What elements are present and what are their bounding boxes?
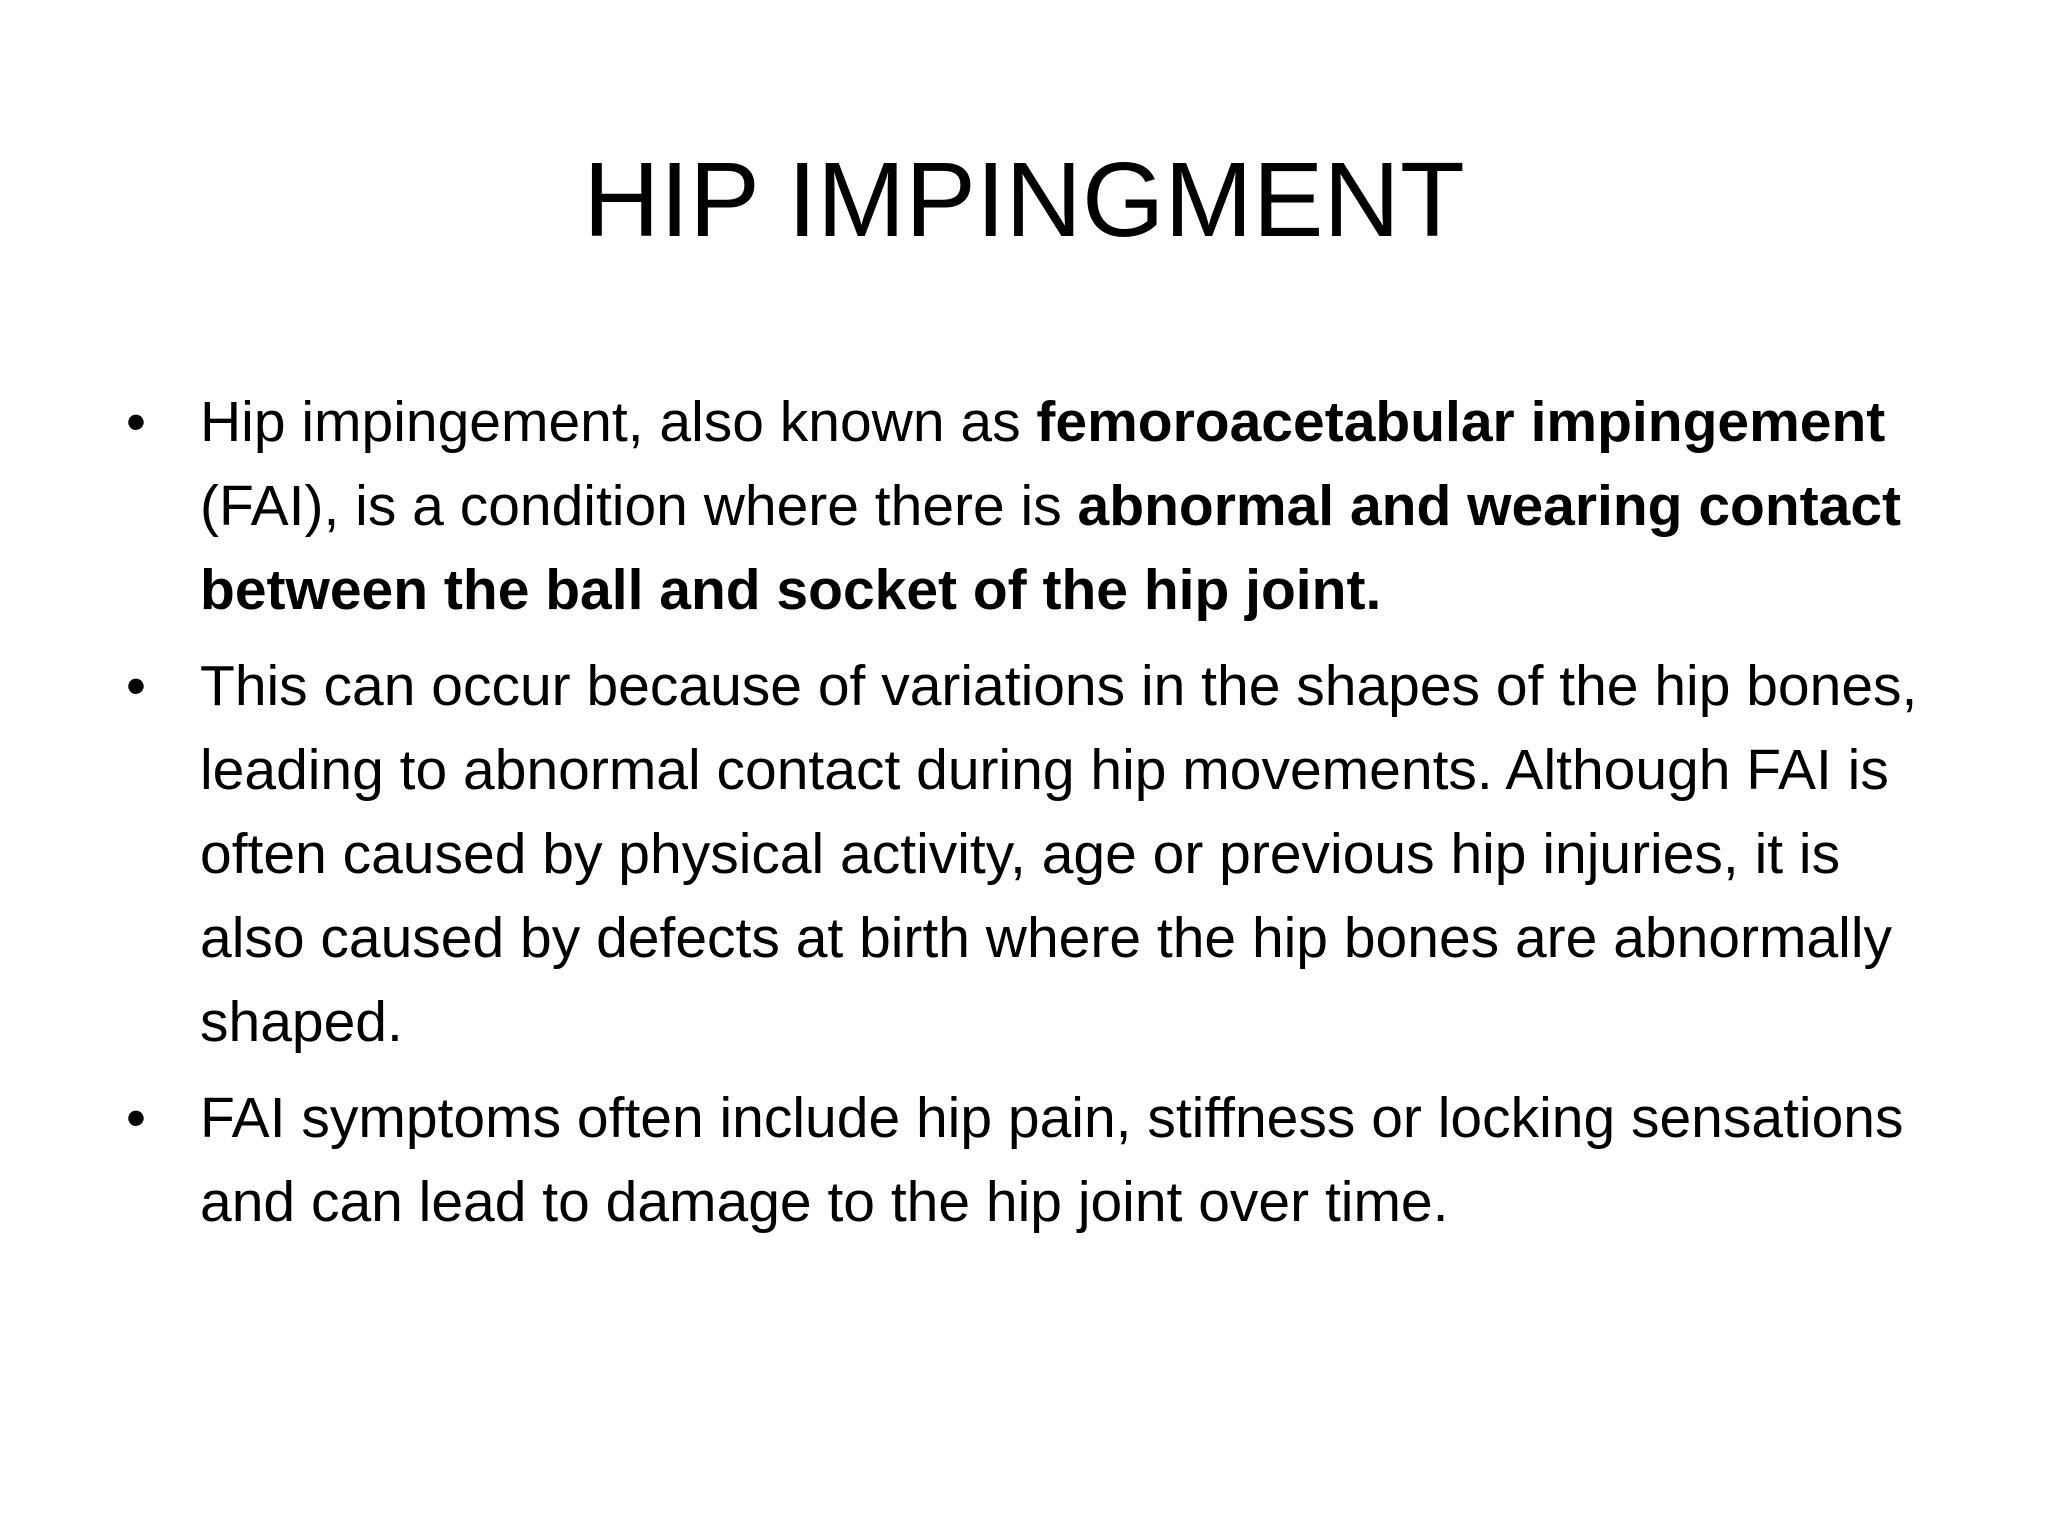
- slide-title: HIP IMPINGMENT: [583, 141, 1465, 259]
- bullet-text-segment: FAI symptoms often include hip pain, stiffness or locking sensations and can lead to damage to the hip joint over time.: [200, 1086, 1904, 1234]
- bullet-item-1: [126, 380, 1956, 632]
- bullet-marker: •: [126, 390, 146, 454]
- bullet-item-3: [126, 1076, 1956, 1244]
- bullet-text-segment: (FAI), is a condition where there is: [200, 474, 1078, 538]
- bullet-list: [126, 380, 1956, 1256]
- bullet-marker: •: [126, 654, 146, 718]
- bullet-text-bold-segment: femoroacetabular impingement: [1036, 390, 1886, 454]
- bullet-item-2: [126, 644, 1956, 1064]
- bullet-text-bold-segment: abnormal and wearing contact between the ball and socket of the hip joint.: [200, 474, 1902, 622]
- bullet-text-segment: This can occur because of variations in the shapes of the hip bones, leading to abnormal contact during hip movements. Although FAI is often caused by physical activity, age or previous hip injuries, it is also caused by defects at birth where the hip bones are abnormally shaped.: [200, 654, 1918, 1054]
- bullet-marker: •: [126, 1086, 146, 1150]
- bullet-text-segment: Hip impingement, also known as: [200, 390, 1037, 454]
